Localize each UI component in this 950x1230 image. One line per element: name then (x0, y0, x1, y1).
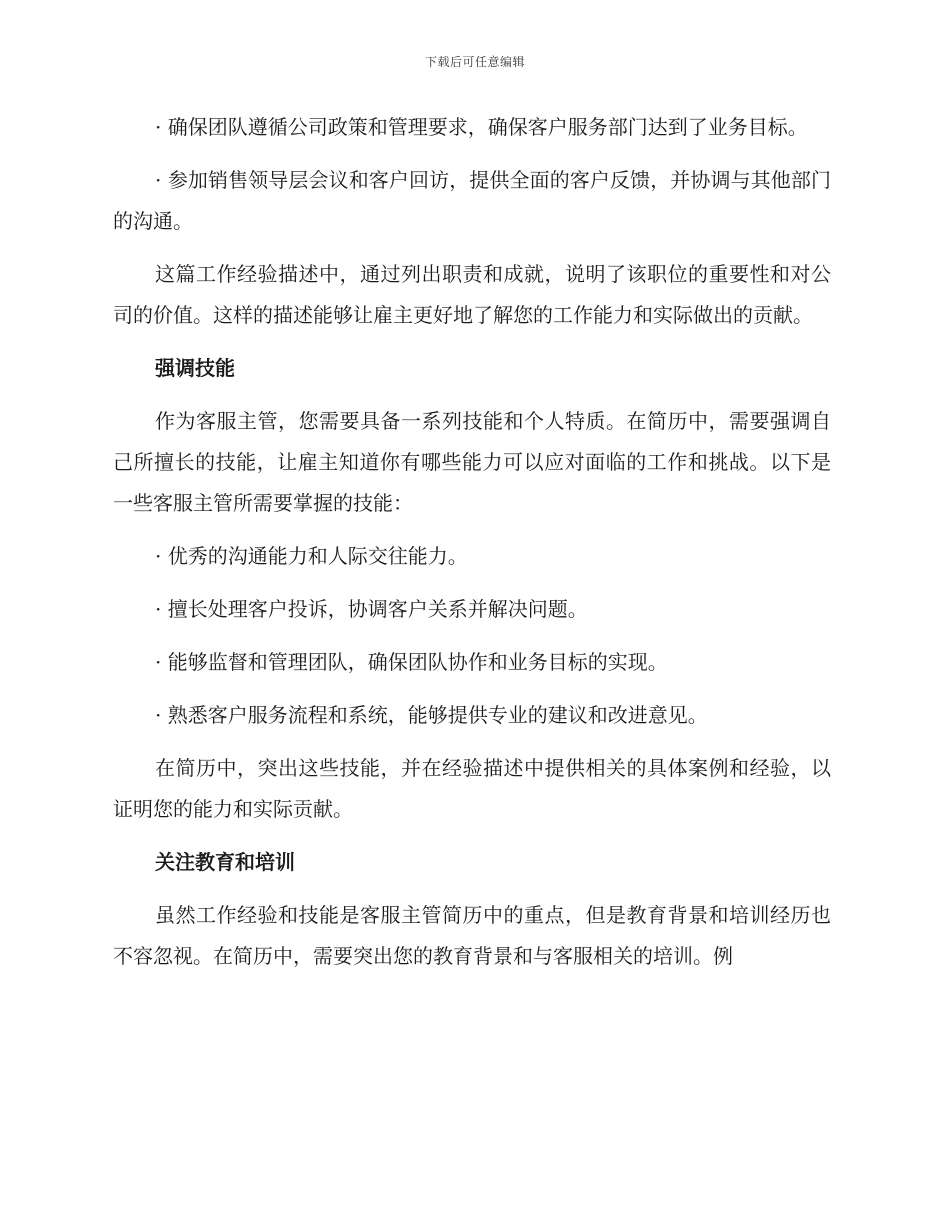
bullet-item: · 优秀的沟通能力和人际交往能力。 (155, 544, 468, 568)
body-paragraph: 在简历中，突出这些技能，并在经验描述中提供相关的具体案例和经验，以证明您的能力和实际贡献。 (113, 756, 831, 821)
bullet-item: · 参加销售领导层会议和客户回访，提供全面的客户反馈，并协调与其他部门的沟通。 (113, 168, 831, 233)
body-paragraph: 作为客服主管，您需要具备一系列技能和个人特质。在简历中，需要强调自己所擅长的技能，让雇主知道你有哪些能力可以应对面临的工作和挑战。以下是一些客服主管所需要掌握的技能： (113, 409, 831, 515)
document-body (113, 107, 831, 989)
bullet-item: · 能够监督和管理团队，确保团队协作和业务目标的实现。 (155, 650, 668, 674)
page-header: 下载后可任意编辑 (424, 55, 525, 69)
bullet-item: · 熟悉客户服务流程和系统，能够提供专业的建议和改进意见。 (155, 703, 708, 727)
body-paragraph: 虽然工作经验和技能是客服主管简历中的重点，但是教育背景和培训经历也不容忽视。在简历中，需要突出您的教育背景和与客服相关的培训。例 (113, 903, 831, 968)
bullet-item: · 确保团队遵循公司政策和管理要求，确保客户服务部门达到了业务目标。 (155, 115, 808, 139)
bullet-item: · 擅长处理客户投诉，协调客户关系并解决问题。 (155, 597, 588, 621)
body-paragraph: 这篇工作经验描述中，通过列出职责和成就，说明了该职位的重要性和对公司的价值。这样的描述能够让雇主更好地了解您的工作能力和实际做出的贡献。 (113, 262, 831, 327)
section-heading: 关注教育和培训 (155, 850, 295, 874)
section-heading: 强调技能 (155, 356, 235, 380)
